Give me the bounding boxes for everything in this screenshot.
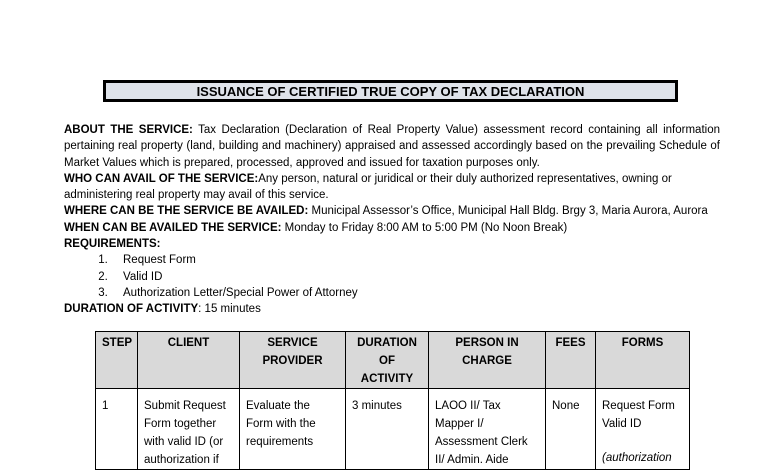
where-paragraph xyxy=(64,203,720,219)
service-description xyxy=(64,122,720,318)
forms-line: (authorization xyxy=(602,452,672,464)
requirement-item: 1. Request Form xyxy=(111,252,720,268)
who-text: Any person, natural or juridical or their duly authorized representatives, owning or administering real property may avail of this service. xyxy=(64,172,672,202)
header-person-in-charge: PERSON IN CHARGE xyxy=(429,332,546,389)
where-label: WHERE CAN BE THE SERVICE BE AVAILED: xyxy=(64,205,309,218)
who-paragraph xyxy=(64,171,720,204)
header-client: CLIENT xyxy=(138,332,240,389)
when-text: Monday to Friday 8:00 AM to 5:00 PM (No Noon Break) xyxy=(281,221,568,234)
cell-forms xyxy=(596,389,690,470)
about-paragraph xyxy=(64,122,720,171)
requirements-list xyxy=(64,252,720,301)
cell-provider: Evaluate the Form with the requirements xyxy=(240,389,346,470)
cell-person: LAOO II/ Tax Mapper I/ Assessment Clerk II/ Admin. Aide xyxy=(429,389,546,470)
who-label: WHO CAN AVAIL OF THE SERVICE: xyxy=(64,172,259,185)
cell-client: Submit Request Form together with valid ID (or authorization if xyxy=(138,389,240,470)
about-label: ABOUT THE SERVICE: xyxy=(64,124,193,136)
header-duration: DURATION OF ACTIVITY xyxy=(346,332,429,389)
requirement-item: 2. Valid ID xyxy=(111,269,720,285)
header-step: STEP xyxy=(96,332,138,389)
when-label: WHEN CAN BE AVAILED THE SERVICE: xyxy=(64,221,282,234)
requirements-heading: REQUIREMENTS: xyxy=(64,238,161,251)
duration-label: DURATION OF ACTIVITY xyxy=(64,303,199,316)
page-title-box xyxy=(103,80,678,102)
duration-text: : 15 minutes xyxy=(198,303,261,316)
forms-line: Request Form xyxy=(602,400,675,412)
when-paragraph xyxy=(64,220,720,236)
requirement-item: 3. Authorization Letter/Special Power of Attorney xyxy=(111,285,720,301)
header-fees: FEES xyxy=(546,332,596,389)
header-service-provider: SERVICE PROVIDER xyxy=(240,332,346,389)
about-text: Tax Declaration (Declaration of Real Property Value) assessment record containing all information pertaining real property (land, building and machinery) appraised and assessed accordingly based on the prevailing Schedule of Market Values which is prepared, processed, approved and issued for taxation purposes only. xyxy=(64,124,720,169)
header-forms: FORMS xyxy=(596,332,690,389)
page-title: ISSUANCE OF CERTIFIED TRUE COPY OF TAX DECLARATION xyxy=(196,83,585,99)
forms-line: Valid ID xyxy=(602,418,642,430)
table-row xyxy=(96,389,690,470)
cell-step: 1 xyxy=(96,389,138,470)
where-text: Municipal Assessor’s Office, Municipal Hall Bldg. Brgy 3, Maria Aurora, Aurora xyxy=(308,205,708,218)
cell-fees: None xyxy=(546,389,596,470)
table-header-row xyxy=(96,332,690,389)
duration-paragraph xyxy=(64,301,720,317)
process-table xyxy=(95,331,690,470)
cell-duration: 3 minutes xyxy=(346,389,429,470)
